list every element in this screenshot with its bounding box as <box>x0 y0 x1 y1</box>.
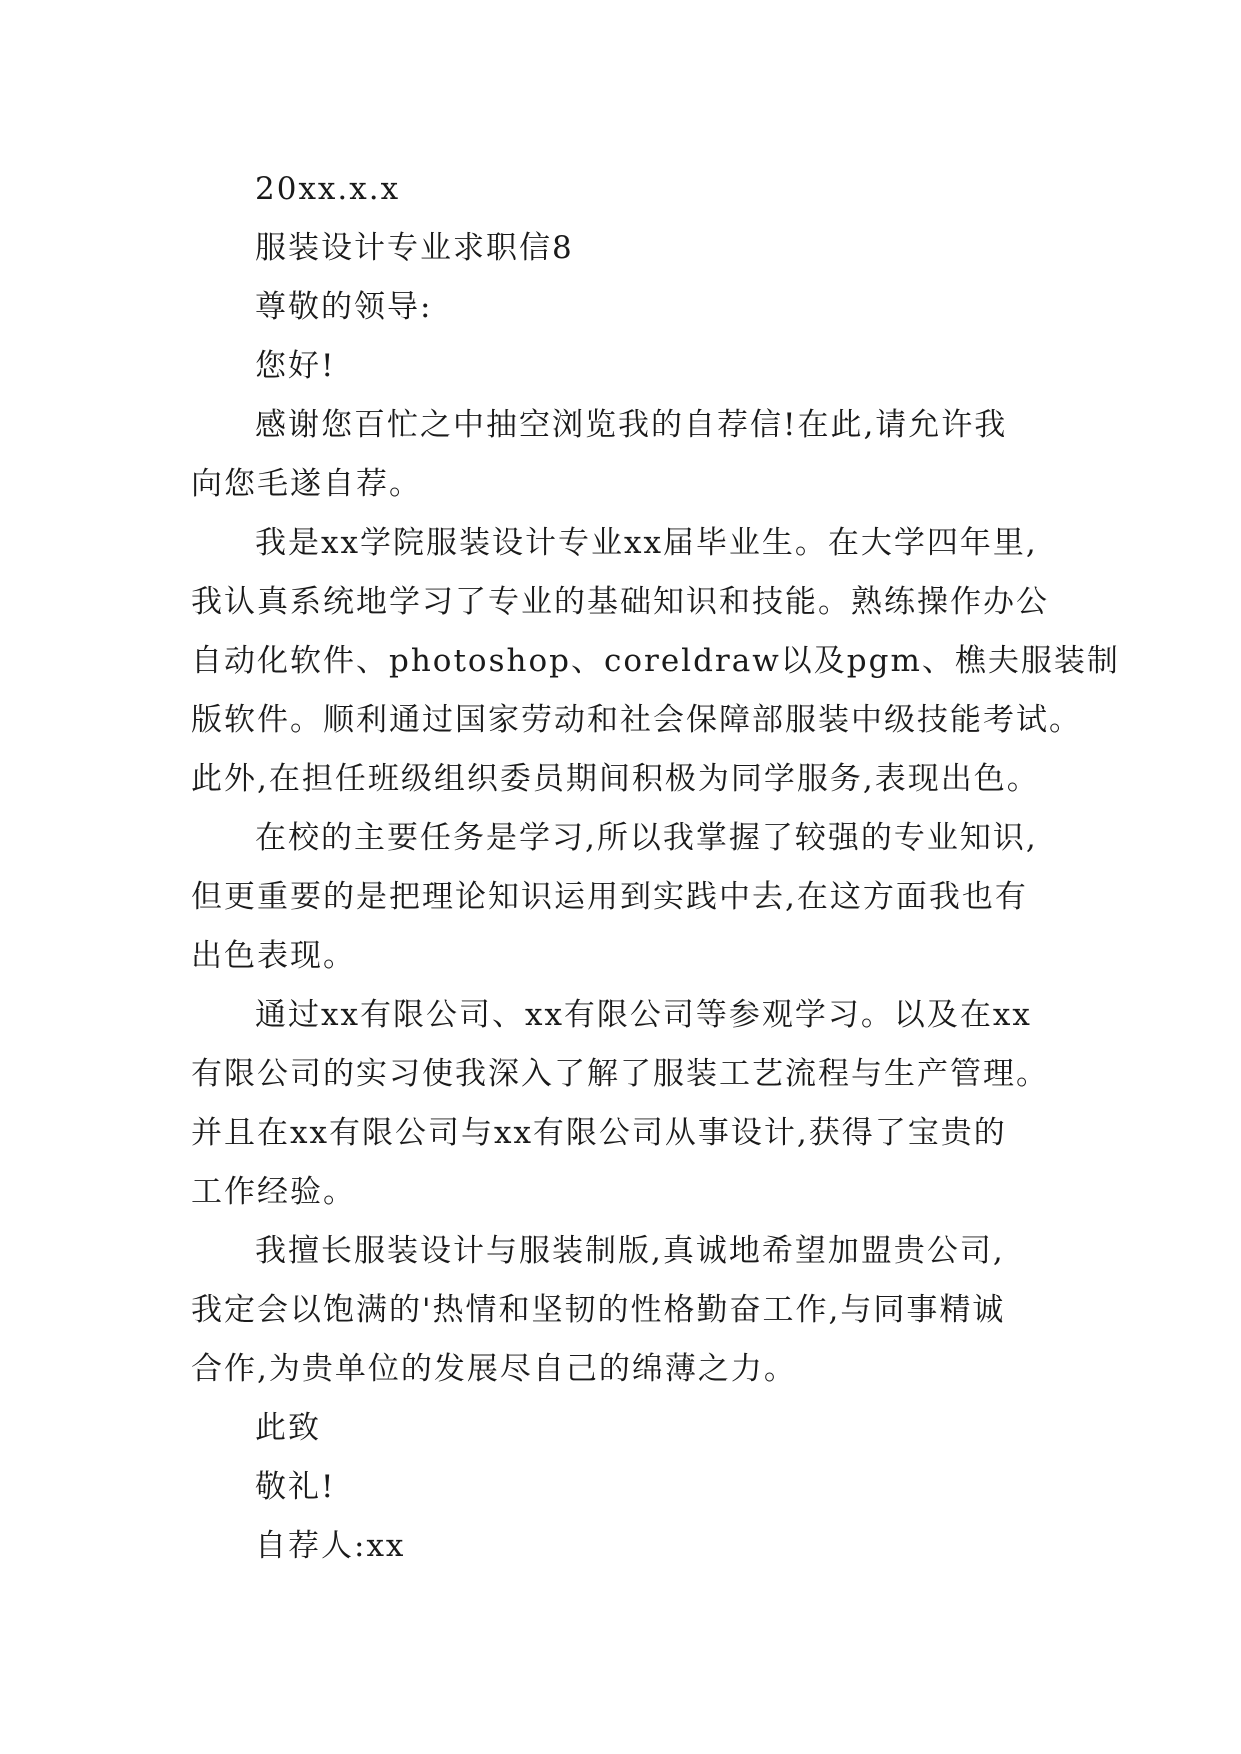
paragraph-1-line-2: 向您毛遂自荐。 <box>191 466 422 502</box>
signature-line: 自荐人:xx <box>255 1528 406 1564</box>
paragraph-4-line-2: 有限公司的实习使我深入了解了服装工艺流程与生产管理。 <box>191 1056 1049 1092</box>
paragraph-3-line-3: 出色表现。 <box>191 938 356 974</box>
paragraph-2-line-2: 我认真系统地学习了专业的基础知识和技能。熟练操作办公 <box>191 584 1049 620</box>
paragraph-4-line-4: 工作经验。 <box>191 1174 356 1210</box>
paragraph-1-line-1: 感谢您百忙之中抽空浏览我的自荐信!在此,请允许我 <box>255 407 1008 443</box>
paragraph-5-line-3: 合作,为贵单位的发展尽自己的绵薄之力。 <box>191 1351 797 1387</box>
paragraph-5-line-1: 我擅长服装设计与服装制版,真诚地希望加盟贵公司, <box>255 1233 1005 1269</box>
letter-body <box>191 160 1120 1576</box>
paragraph-2-line-4: 版软件。顺利通过国家劳动和社会保障部服装中级技能考试。 <box>191 702 1082 738</box>
paragraph-4-line-3: 并且在xx有限公司与xx有限公司从事设计,获得了宝贵的 <box>191 1115 1007 1151</box>
paragraph-3-line-2: 但更重要的是把理论知识运用到实践中去,在这方面我也有 <box>191 879 1028 915</box>
closing-salute: 敬礼! <box>255 1469 336 1505</box>
paragraph-2-line-3: 自动化软件、photoshop、coreldraw以及pgm、樵夫服装制 <box>191 643 1120 679</box>
greeting: 您好! <box>255 348 336 384</box>
salutation: 尊敬的领导: <box>255 289 433 325</box>
closing-phrase: 此致 <box>255 1410 321 1446</box>
paragraph-3-line-1: 在校的主要任务是学习,所以我掌握了较强的专业知识, <box>255 820 1038 856</box>
paragraph-5-line-2: 我定会以饱满的'热情和坚韧的性格勤奋工作,与同事精诚 <box>191 1292 1006 1328</box>
date-line: 20xx.x.x <box>255 171 401 207</box>
paragraph-2-line-5: 此外,在担任班级组织委员期间积极为同学服务,表现出色。 <box>191 761 1040 797</box>
letter-title: 服装设计专业求职信8 <box>255 230 574 266</box>
paragraph-2-line-1: 我是xx学院服装设计专业xx届毕业生。在大学四年里, <box>255 525 1038 561</box>
paragraph-4-line-1: 通过xx有限公司、xx有限公司等参观学习。以及在xx <box>255 997 1032 1033</box>
